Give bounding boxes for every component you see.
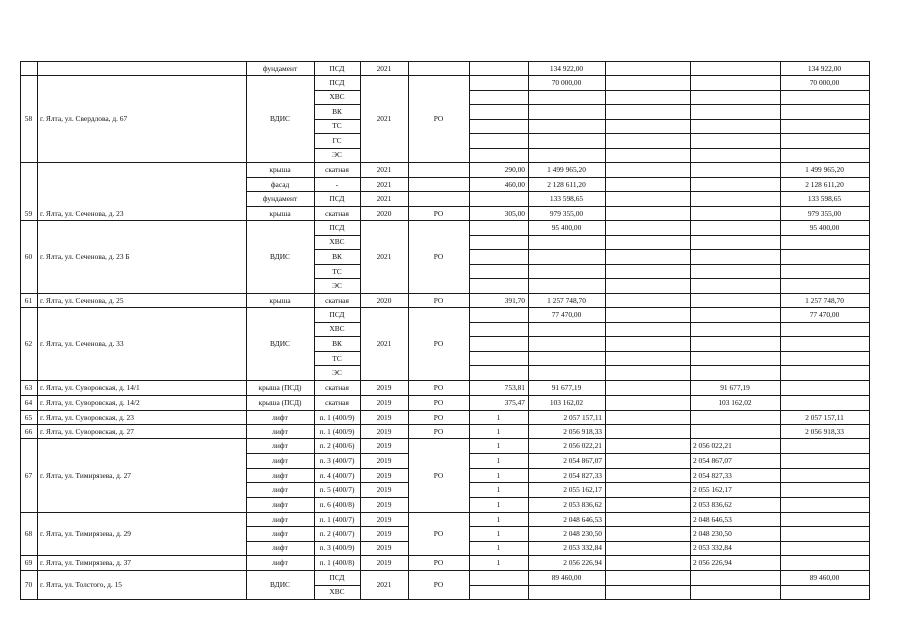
sub-element: п. 1 (400/9): [319, 426, 355, 436]
quantity: 1: [496, 412, 501, 422]
sub-element: скатная: [325, 165, 349, 174]
table-rule: [469, 133, 869, 134]
sub-element: скатная: [325, 398, 349, 407]
cost-2021: 70 000,00: [809, 77, 840, 87]
sub-element: ТС: [332, 353, 342, 363]
row-number: 64: [24, 398, 33, 407]
address: г. Ялта, ул. Сеченова, д. 25: [40, 295, 124, 305]
sub-element: -: [335, 179, 339, 189]
element: лифт: [272, 470, 288, 480]
cost: 2 128 611,20: [547, 179, 586, 189]
year: 2019: [376, 398, 392, 407]
address: г. Ялта, ул. Суворовская, д. 27: [40, 426, 134, 436]
category: РО: [433, 114, 444, 123]
cost: 89 460,00: [551, 572, 582, 582]
sub-element: п. 2 (400/7): [319, 529, 355, 538]
quantity: 1: [496, 500, 501, 510]
cost: 2 054 867,07: [563, 455, 602, 465]
category: РО: [433, 252, 444, 261]
cost: 2 056 226,94: [563, 558, 602, 567]
table-rule: [246, 61, 247, 599]
sub-element: ХВС: [329, 324, 345, 334]
sub-element: ЭС: [332, 150, 342, 160]
year: 2021: [376, 339, 392, 348]
row-number: 67: [24, 470, 33, 480]
sub-element: ХВС: [329, 237, 345, 247]
cost-2020: 2 053 836,62: [693, 500, 732, 510]
element: лифт: [272, 440, 288, 450]
table-rule: [20, 61, 869, 62]
cost: 1 257 748,70: [547, 295, 586, 305]
cost: 2 056 918,33: [563, 426, 602, 436]
sub-element: скатная: [325, 383, 349, 392]
table-rule: [37, 61, 38, 599]
table-rule: [408, 61, 409, 599]
address: г. Ялта, ул. Тимирязева, д. 29: [40, 529, 131, 538]
sub-element: ТС: [332, 121, 342, 131]
sub-element: скатная: [325, 295, 349, 305]
sub-element: ВК: [332, 252, 342, 261]
sub-element: п. 4 (400/7): [319, 470, 355, 480]
cost: 2 048 230,50: [563, 529, 602, 538]
row-number: 66: [24, 426, 33, 436]
year: 2019: [376, 485, 392, 495]
cost-2021: 133 598,65: [807, 194, 842, 203]
sub-element: ВК: [332, 339, 342, 348]
table-rule: [780, 61, 781, 599]
address: г. Ялта, ул. Сеченова, д. 33: [40, 339, 124, 348]
row-number: 63: [24, 383, 33, 392]
element: фундамент: [262, 63, 298, 73]
category: РО: [433, 470, 444, 480]
table-rule: [20, 307, 869, 308]
year: 2019: [376, 412, 392, 422]
cost: 134 922,00: [549, 63, 584, 73]
table-rule: [469, 322, 869, 323]
cost: 2 053 332,84: [563, 543, 602, 553]
year: 2021: [376, 179, 392, 189]
element: лифт: [272, 500, 288, 510]
category: РО: [433, 580, 444, 589]
sub-element: ПСД: [329, 194, 345, 203]
cost-2021: 2 128 611,20: [805, 179, 844, 189]
cost-2020: 2 055 162,17: [693, 485, 732, 495]
address: г. Ялта, ул. Свердлова, д. 67: [40, 114, 128, 123]
table-rule: [20, 570, 869, 571]
table-rule: [20, 395, 869, 396]
element: лифт: [272, 485, 288, 495]
table-rule: [360, 61, 361, 599]
quantity: 1: [496, 543, 501, 553]
cost-2020: 2 053 332,84: [693, 543, 732, 553]
table-rule: [314, 61, 315, 599]
cost: 2 048 646,53: [563, 514, 602, 524]
sub-element: п. 1 (400/9): [319, 412, 355, 422]
year: 2021: [376, 580, 392, 589]
element: крыша (ПСД): [258, 398, 302, 407]
sub-element: п. 5 (400/7): [319, 485, 355, 495]
row-number: 70: [24, 580, 33, 589]
year: 2021: [376, 114, 392, 123]
category: РО: [433, 295, 444, 305]
table-rule: [20, 438, 869, 439]
cost-2021: 95 400,00: [809, 222, 840, 232]
table-rule: [869, 61, 870, 600]
row-number: 59: [24, 208, 33, 218]
sub-element: ЭС: [332, 281, 342, 291]
category: РО: [433, 339, 444, 348]
cost: 2 056 022,21: [563, 440, 602, 450]
element: ВДИС: [270, 114, 290, 123]
year: 2019: [376, 470, 392, 480]
row-number: 68: [24, 529, 33, 538]
quantity: 1: [496, 426, 501, 436]
table-rule: [246, 468, 408, 469]
cost: 103 162,02: [549, 398, 584, 407]
sub-element: ХВС: [329, 92, 345, 102]
element: крыша: [269, 208, 291, 218]
year: 2019: [376, 558, 392, 567]
element: фундамент: [262, 194, 298, 203]
category: РО: [433, 529, 444, 538]
category: РО: [433, 412, 444, 422]
year: 2020: [376, 295, 392, 305]
sub-element: ЭС: [332, 368, 342, 378]
sub-element: ТС: [332, 266, 342, 276]
quantity: 460,00: [504, 179, 525, 189]
table-rule: [20, 380, 869, 381]
year: 2019: [376, 543, 392, 553]
table-rule: [469, 351, 869, 352]
quantity: 375,47: [504, 398, 525, 407]
element: лифт: [272, 543, 288, 553]
year: 2019: [376, 529, 392, 538]
cost-2020: 2 048 646,53: [693, 514, 732, 524]
year: 2021: [376, 252, 392, 261]
year: 2019: [376, 440, 392, 450]
cost: 70 000,00: [551, 77, 582, 87]
cost-2021: 1 257 748,70: [805, 295, 844, 305]
cost: 1 499 965,20: [547, 165, 586, 174]
sub-element: скатная: [325, 208, 349, 218]
address: г. Ялта, ул. Суворовская, д. 14/1: [40, 383, 140, 392]
element: крыша: [269, 295, 291, 305]
address: г. Ялта, ул. Суворовская, д. 23: [40, 412, 134, 422]
category: РО: [433, 208, 444, 218]
cost: 95 400,00: [551, 222, 582, 232]
element: лифт: [272, 412, 288, 422]
table-rule: [469, 453, 869, 454]
row-number: 65: [24, 412, 33, 422]
cost-2020: 2 054 867,07: [693, 455, 732, 465]
element: лифт: [272, 455, 288, 465]
sub-element: п. 2 (400/6): [319, 440, 355, 450]
element: ВДИС: [270, 580, 290, 589]
sub-element: ПСД: [329, 63, 345, 73]
element: лифт: [272, 426, 288, 436]
cost-2020: 2 056 022,21: [693, 440, 732, 450]
table-rule: [469, 468, 869, 469]
row-number: 69: [24, 558, 33, 567]
year: 2021: [376, 165, 392, 174]
sub-element: п. 1 (400/8): [319, 558, 355, 567]
element: фасад: [270, 179, 290, 189]
sub-element: ПСД: [329, 309, 345, 319]
cost-2021: 134 922,00: [807, 63, 842, 73]
cost-2020: 2 054 827,33: [693, 470, 732, 480]
year: 2019: [376, 383, 392, 392]
table-rule: [20, 599, 869, 600]
table-rule: [690, 61, 691, 599]
category: РО: [433, 558, 444, 567]
sub-element: п. 1 (400/7): [319, 514, 355, 524]
table-rule: [246, 497, 408, 498]
year: 2019: [376, 500, 392, 510]
quantity: 1: [496, 485, 501, 495]
table-rule: [469, 264, 869, 265]
table-rule: [528, 61, 529, 599]
table-rule: [469, 249, 869, 250]
table-rule: [469, 336, 869, 337]
table-rule: [20, 75, 869, 76]
address: г. Ялта, ул. Сеченова, д. 23 Б: [40, 252, 130, 261]
table-rule: [469, 90, 869, 91]
category: РО: [433, 398, 444, 407]
table-rule: [469, 541, 869, 542]
table-rule: [469, 482, 869, 483]
category: РО: [433, 426, 444, 436]
cost-2021: 979 355,00: [807, 208, 842, 218]
year: 2019: [376, 514, 392, 524]
table-rule: [469, 61, 470, 599]
row-number: 61: [24, 295, 33, 305]
table-rule: [246, 191, 869, 192]
table-rule: [469, 497, 869, 498]
row-number: 60: [24, 252, 33, 261]
quantity: 1: [496, 470, 501, 480]
quantity: 305,00: [504, 208, 525, 218]
cost-2021: 2 057 157,11: [805, 412, 844, 422]
sub-element: ГС: [332, 135, 342, 145]
address: г. Ялта, ул. Сеченова, д. 23: [40, 208, 124, 218]
cost-2021: 77 470,00: [809, 309, 840, 319]
table-rule: [469, 104, 869, 105]
cost: 2 053 836,62: [563, 500, 602, 510]
table-rule: [246, 482, 408, 483]
quantity: 753,81: [504, 383, 525, 392]
row-number: 62: [24, 339, 33, 348]
sub-element: п. 3 (400/9): [319, 543, 355, 553]
year: 2020: [376, 208, 392, 218]
table-rule: [469, 526, 869, 527]
table-rule: [20, 61, 21, 599]
cost-2021: 2 056 918,33: [805, 426, 844, 436]
table-rule: [246, 453, 408, 454]
year: 2019: [376, 426, 392, 436]
table-rule: [605, 61, 606, 599]
cost: 77 470,00: [551, 309, 582, 319]
cost-2020: 2 048 230,50: [693, 529, 732, 538]
cost-2021: 89 460,00: [809, 572, 840, 582]
element: лифт: [272, 529, 288, 538]
quantity: 290,00: [504, 165, 525, 174]
cost: 979 355,00: [549, 208, 584, 218]
address: г. Ялта, ул. Суворовская, д. 14/2: [40, 398, 140, 407]
sub-element: п. 6 (400/8): [319, 500, 355, 510]
year: 2021: [376, 194, 392, 203]
element: лифт: [272, 558, 288, 567]
element: крыша (ПСД): [258, 383, 302, 392]
table-rule: [469, 585, 869, 586]
element: лифт: [272, 514, 288, 524]
sub-element: п. 3 (400/7): [319, 455, 355, 465]
table-rule: [469, 148, 869, 149]
table-rule: [20, 220, 869, 221]
table-rule: [20, 162, 869, 163]
category: РО: [433, 383, 444, 392]
cost: 2 054 827,33: [563, 470, 602, 480]
sub-element: ПСД: [329, 77, 345, 87]
cost-2019: 91 677,19: [720, 383, 750, 392]
cost-2021: 1 499 965,20: [805, 165, 844, 174]
cost: 133 598,65: [549, 194, 584, 203]
cost: 91 677,19: [551, 383, 582, 392]
cost-2019: 103 162,02: [718, 398, 752, 407]
quantity: 1: [496, 529, 501, 538]
table-rule: [20, 555, 869, 556]
cost-2020: 2 056 226,94: [693, 558, 732, 567]
element: крыша: [269, 165, 291, 174]
quantity: 1: [496, 440, 501, 450]
table-rule: [469, 365, 869, 366]
element: ВДИС: [270, 252, 290, 261]
quantity: 1: [496, 558, 501, 567]
element: ВДИС: [270, 339, 290, 348]
quantity: 1: [496, 455, 501, 465]
sub-element: ХВС: [329, 587, 345, 597]
year: 2019: [376, 455, 392, 465]
year: 2021: [376, 63, 392, 73]
address: г. Ялта, ул. Тимирязева, д. 27: [40, 470, 131, 480]
table-rule: [469, 278, 869, 279]
table-rule: [469, 119, 869, 120]
cost: 2 055 162,17: [563, 485, 602, 495]
sub-element: ПСД: [329, 222, 345, 232]
address: г. Ялта, ул. Толстого, д. 15: [40, 580, 122, 589]
quantity: 1: [496, 514, 501, 524]
sub-element: ПСД: [329, 572, 345, 582]
quantity: 391,70: [504, 295, 525, 305]
address: г. Ялта, ул. Тимирязева, д. 37: [40, 558, 131, 567]
row-number: 58: [24, 114, 33, 123]
table-rule: [469, 235, 869, 236]
cost: 2 057 157,11: [563, 412, 602, 422]
sub-element: ВК: [332, 106, 342, 116]
